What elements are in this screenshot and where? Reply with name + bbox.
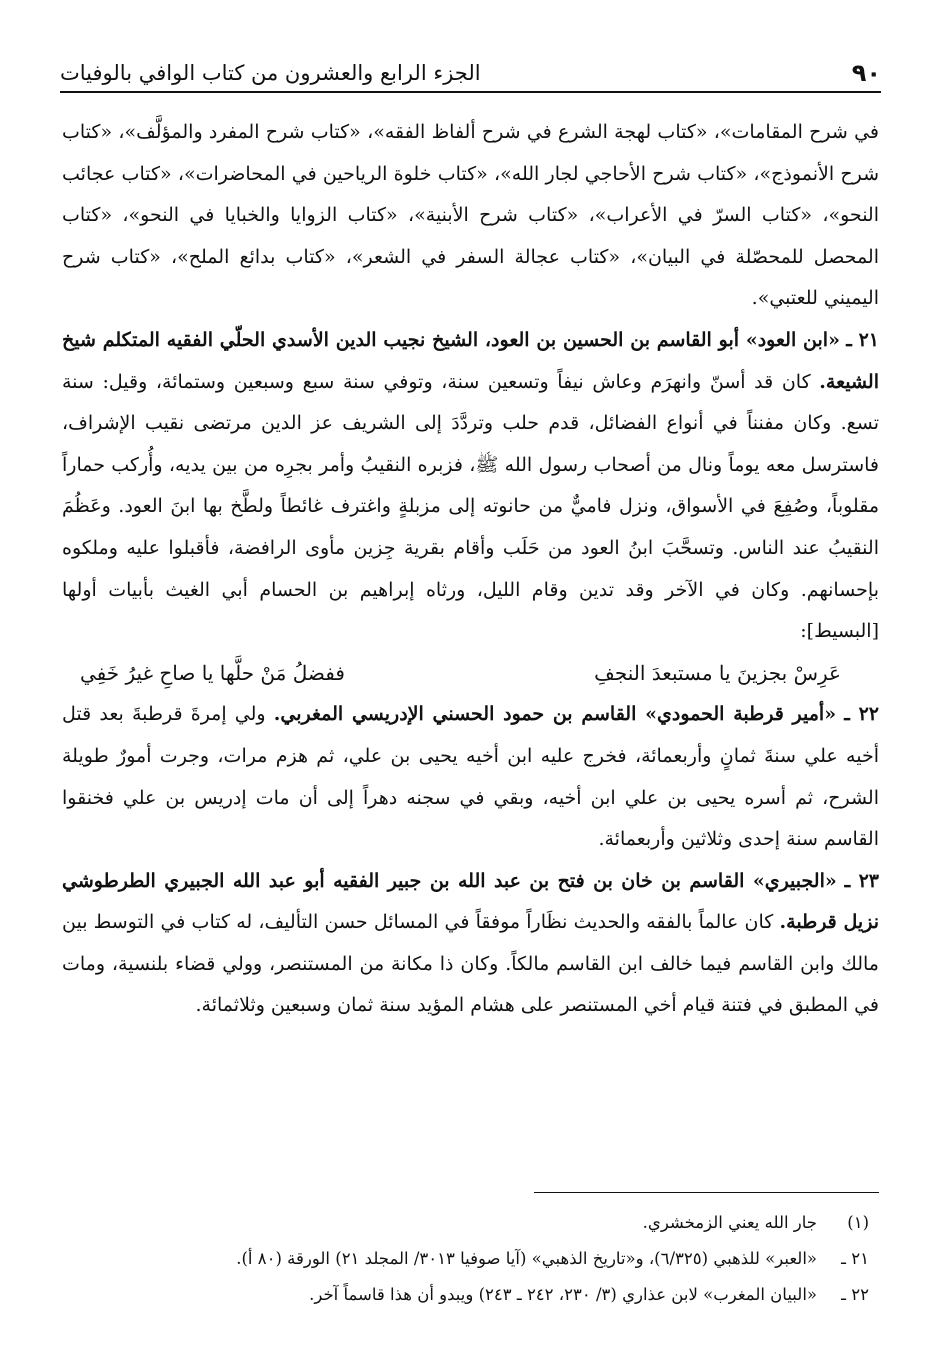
entry-heading: «ابن العود» أبو القاسم بن الحسين بن العود، الشيخ نجيب الدين الأسدي الحلّي الفقيه المتكلم شيخ الشيعة. <box>62 328 879 393</box>
entry-body: ولي إمرةَ قرطبةَ بعد قتل أخيه علي سنةَ ثمانٍ وأربعمائة، فخرج عليه ابن أخيه يحيى بن علي، ثم هزم مرات، وجرت أمورٌ طويلة الشرح، ثم أسره يحيى بن علي ابن أخيه، وبقي في سجنه دهراً إلى أن مات إدريس بن علي فخنقوا القاسم سنة إحدى وثلاثين وأربعمائة. <box>62 703 879 851</box>
main-text <box>62 112 879 1027</box>
entry-body: كان قد أسنّ وانهرَم وعاش نيفاً وتسعين سنة، وتوفي سنة سبع وسبعين وستمائة، وقيل: سنة تسع. وكان مفنناً في أنواع الفضائل، قدم حلب وتردَّدَ إلى الشريف عز الدين مرتضى نقيب الإشراف، فاسترسل معه يوماً ونال من أصحاب رسول الله ﷺ، فزبره النقيبُ وأمر بجرِه من بين يديه، وأُركب حماراً مقلوباً، وصُفِعَ في الأسواق، ونزل فاميٌّ من حانوته إلى مزبلةٍ واغترف غائطاً ولطَّخ بها ابنَ العود. وعَظُمَ النقيبُ عند الناس. وتسحَّبَ ابنُ العود من حَلَب وأقام بقرية جِزين مأوى الرافضة، فأقبلوا عليه وملكوه بإحسانهم. وكان في الآخر وقد تدين وقام الليل، ورثاه إبراهيم بن الحسام أبي الغيث بأبيات أولها [البسيط]: <box>62 370 879 643</box>
book-list-text: في شرح المقامات»، «كتاب لهجة الشرع في شرح ألفاظ الفقه»، «كتاب شرح المفرد والمؤلَّف»، «كتاب شرح الأنموذج»، «كتاب شرح الأحاجي لجار الله»، «كتاب خلوة الرياحين في المحاضرات»، «كتاب عجائب النحو»، «كتاب السرّ في الأعراب»، «كتاب شرح الأبنية»، «كتاب الزوايا والخبايا في النحو»، «كتاب المحصل للمحصّلة في البيان»، «كتاب عجالة السفر في الشعر»، «كتاب بدائع الملح»، «كتاب شرح اليميني للعتبي». <box>62 121 879 310</box>
entry-heading: «الجبيري» القاسم بن خان بن فتح بن عبد الله بن جبير الفقيه أبو عبد الله الجبيري الطرطوشي نزيل قرطبة. <box>62 869 879 934</box>
footnote-mark: ٢٢ ـ <box>841 1285 869 1304</box>
entry-number: ٢٣ ـ <box>844 869 880 892</box>
poem-first-hemistich: عَرِسْ بجزينَ يا مستبعدَ النجفِ <box>594 660 841 685</box>
entry-body: كان عالماً بالفقه والحديث نظَاراً موفقاً في المسائل حسن التأليف، له كتاب في التوسط بين مالك وابن القاسم فيما خالف ابن القاسم مالكاً. وكان ذا مكانة من المستنصر، وولي قضاء بلنسية، ومات في المطبق في فتنة قيام أخي المستنصر على هشام المؤيد سنة ثمان وسبعين وثلاثمائة. <box>62 911 879 1017</box>
footnote-text: «العبر» للذهبي (٦/٣٢٥)، و«تاريخ الذهبي» (آيا صوفيا ٣٠١٣/ المجلد ٢١) الورقة (٨٠ أ). <box>236 1249 817 1268</box>
footnote <box>62 1241 879 1277</box>
entry-21 <box>62 320 879 653</box>
entry-number: ٢٢ ـ <box>844 703 879 726</box>
poem-verse <box>62 653 879 695</box>
footnote-separator <box>534 1192 879 1193</box>
entry-number: ٢١ ـ <box>846 328 880 351</box>
footnote <box>62 1205 879 1241</box>
page-number: ٩٠ <box>851 59 881 87</box>
footnote <box>62 1277 879 1313</box>
entry-heading: «أمير قرطبة الحمودي» القاسم بن حمود الحسني الإدريسي المغربي. <box>273 703 837 726</box>
footnote-mark: (١) <box>847 1213 869 1232</box>
poem-second-hemistich: ففضلُ مَنْ حلَّها يا صاحِ غيرُ خَفِي <box>80 660 345 685</box>
entry-23 <box>62 861 879 1027</box>
running-title: الجزء الرابع والعشرون من كتاب الوافي بالوفيات <box>60 61 481 85</box>
footnote-text: «البيان المغرب» لابن عذاري (٣/ ٢٣٠، ٢٤٢ ـ ٢٤٣) ويبدو أن هذا قاسماً آخر. <box>309 1285 817 1304</box>
entry-22 <box>62 694 879 860</box>
footnote-text: جار الله يعني الزمخشري. <box>642 1213 817 1232</box>
footnotes <box>62 1205 879 1313</box>
footnote-mark: ٢١ ـ <box>841 1249 869 1268</box>
paragraph-book-list <box>62 112 879 320</box>
page-header <box>60 55 881 93</box>
